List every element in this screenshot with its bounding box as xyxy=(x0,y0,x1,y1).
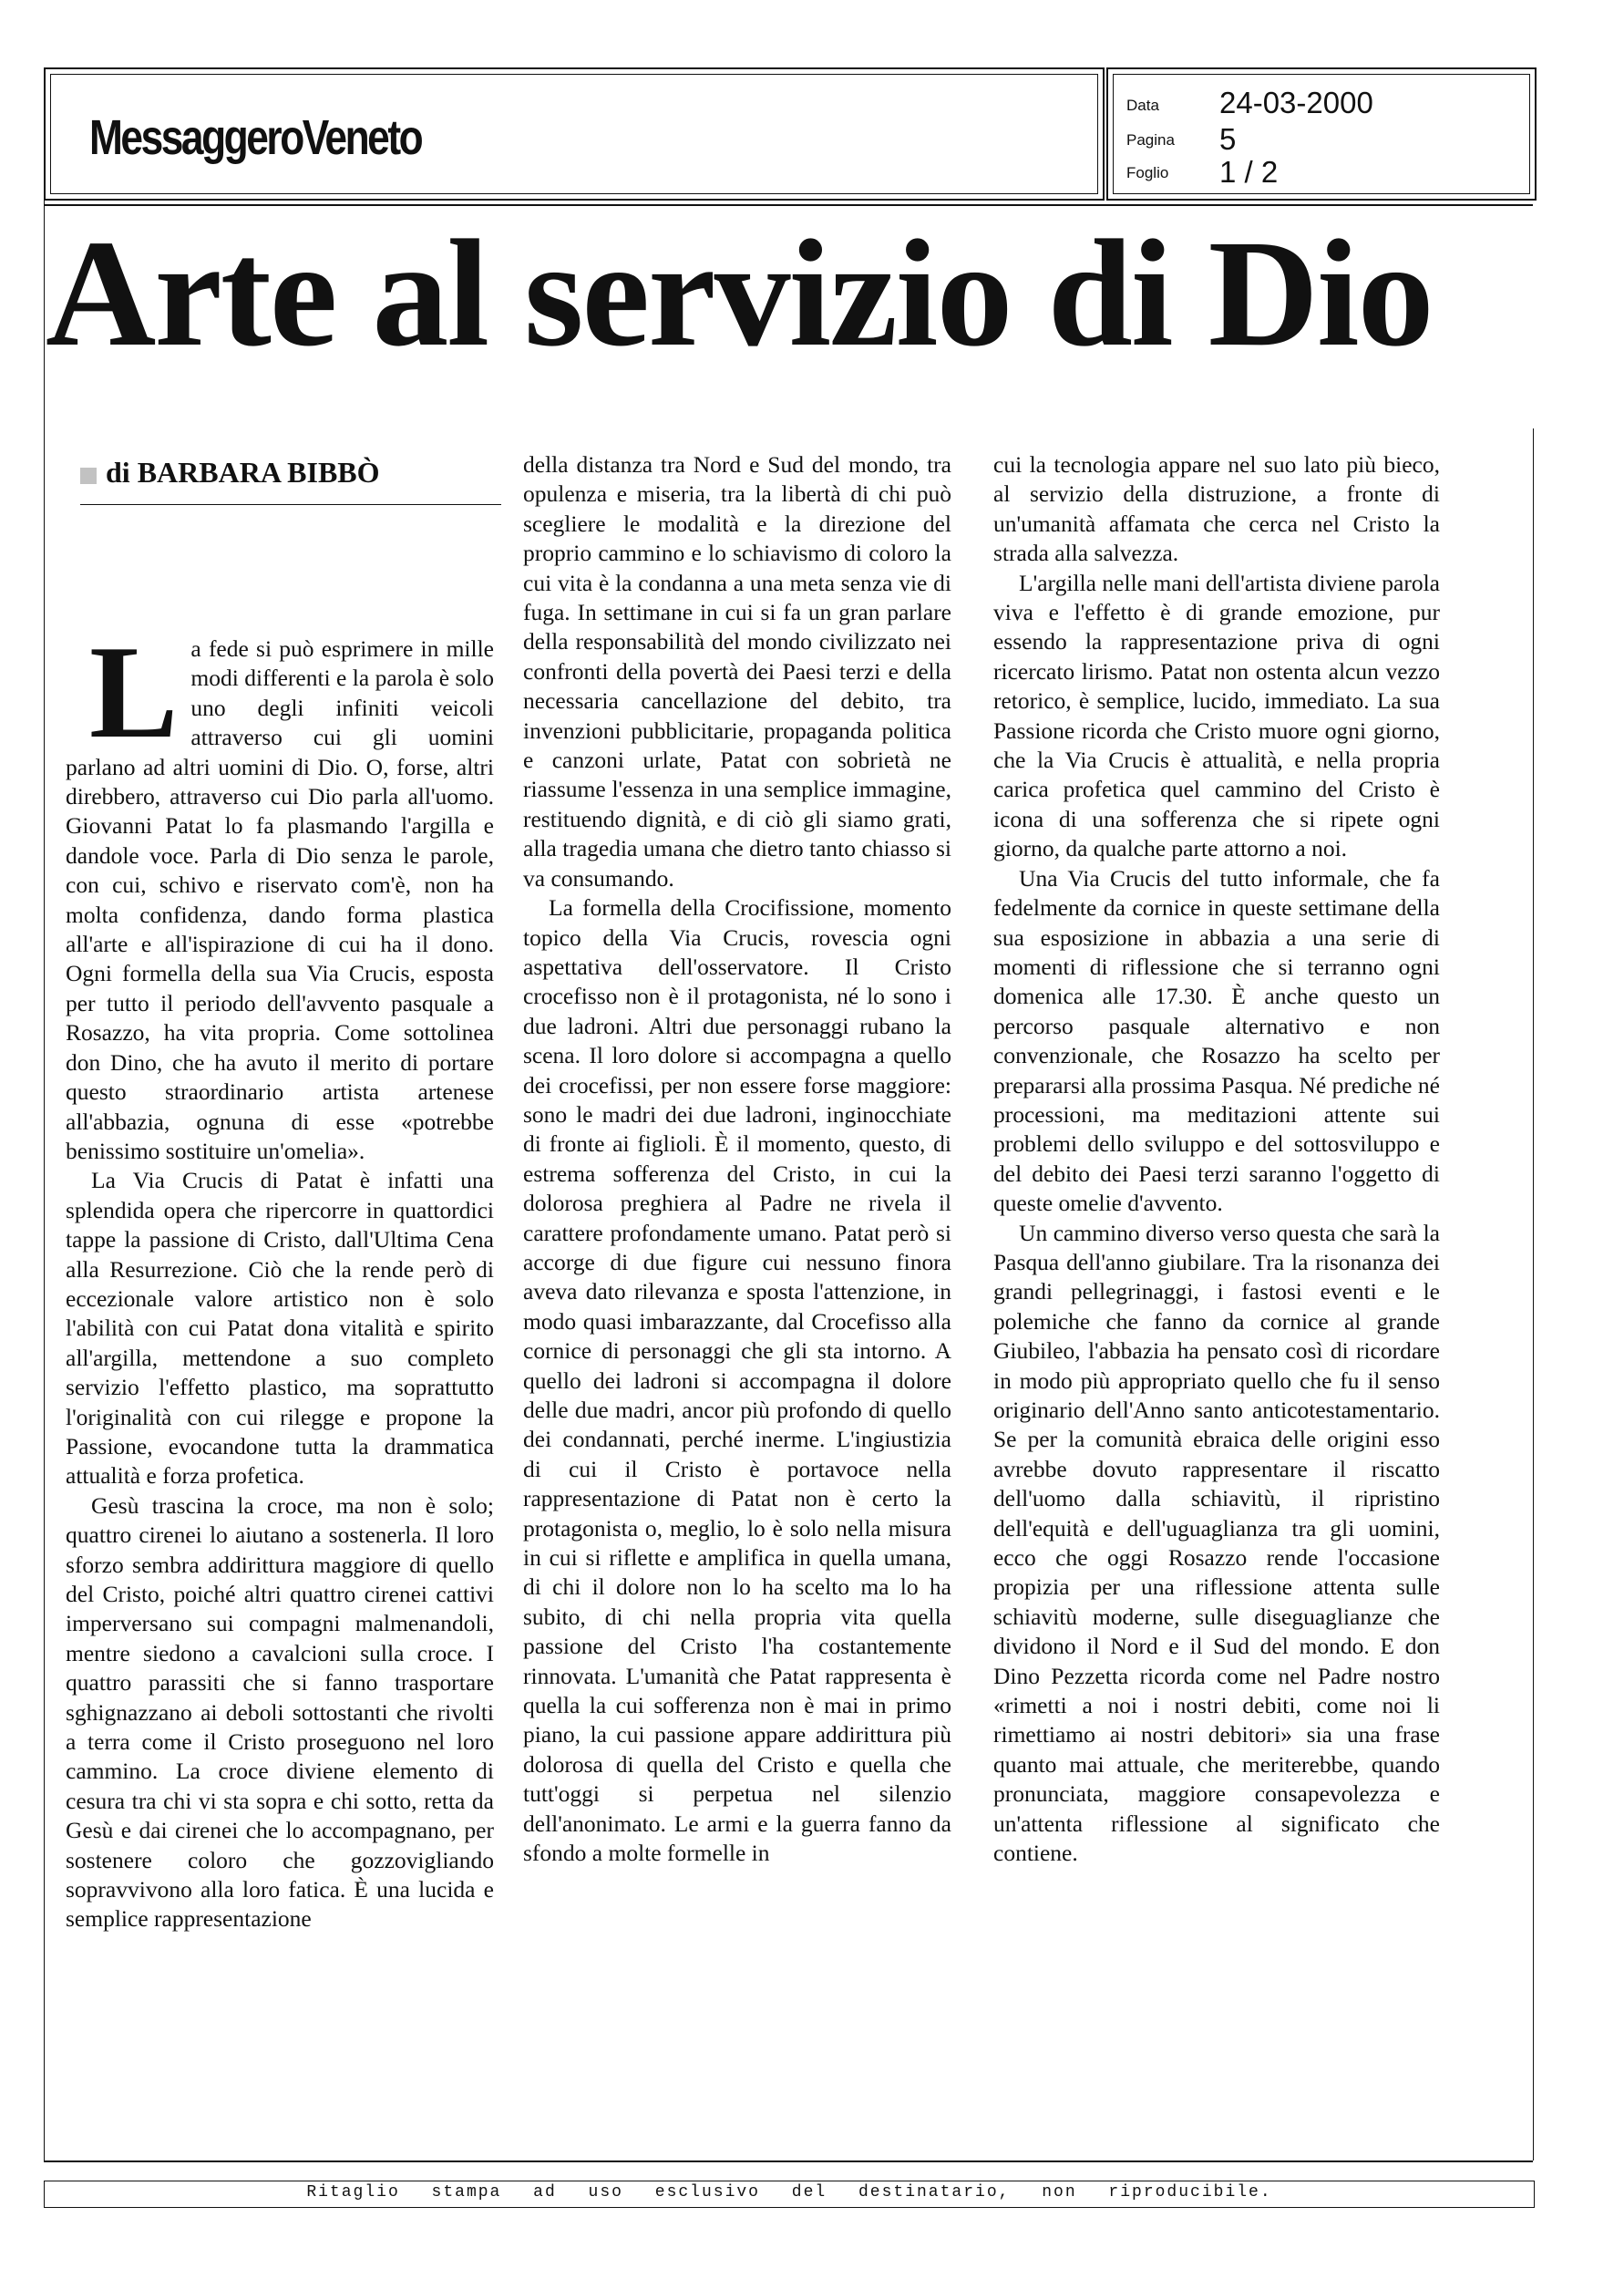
meta-box xyxy=(1106,67,1537,201)
paragraph: La formella della Crocifissione, momento topico della Via Crucis, rovescia ogni aspettativa dell'osservatore. Il Cristo crocefisso non è il protagonista, né lo sono i due ladroni. Altri due personaggi rubano la scena. Il loro dolore si accompagna a quello dei crocefissi, per non essere forse maggiore: sono le madri dei due ladroni, inginocchiate di fronte ai figlioli. È il momento, questo, di estrema sofferenza del Cristo, in cui la dolorosa preghiera al Padre ne rivela il carattere profondamente umano. Patat però si accorge di due figure cui nessuno finora aveva dato rilevanza e sposta l'attenzione, in modo quasi imbarazzante, dal Crocefisso alla cornice di personaggi che gli sta intorno. A quello dei ladroni si accompagna il dolore delle due madri, ancor più profondo di quello dei condannati, perché inerme. L'ingiustizia di cui il Cristo è portavoce nella rappresentazione di Patat non è certo la protagonista o, meglio, lo è solo nella misura in cui si riflette e amplifica in quella umana, di chi il dolore non lo ha scelto ma lo ha subito, di chi nella propria vita quella passione del Cristo l'ha costantemente rinnovata. L'umanità che Patat rappresenta è quella la cui sofferenza non è mai in primo piano, la cui passione appare addirittura più dolorosa di quella del Cristo e quella che tutt'oggi si perpetua nel silenzio dell'anonimato. Le armi e la guerra fanno da sfondo a molte formelle in xyxy=(523,894,951,1867)
paragraph: Una Via Crucis del tutto informale, che fa fedelmente da cornice in queste settimane della sua esposizione in abbazia a una serie di momenti di riflessione che si terranno ogni domenica alle 17.30. È anche questo un percorso pasquale alternativo e non convenzionale, che Rosazzo ha scelto per prepararsi alla prossima Pasqua. Né prediche né processioni, ma meditazioni attente sui problemi dello sviluppo e del sottosviluppo e del debito dei Paesi terzi saranno l'oggetto di queste omelie d'avvento. xyxy=(993,864,1440,1217)
paragraph: La Via Crucis di Patat è infatti una splendida opera che ripercorre in quattordici tappe la passione di Cristo, dall'Ultima Cena alla Resurrezione. Ciò che la rende però di eccezionale valore artistico non è solo l'abilità con cui Patat dona vitalità e spirito all'argilla, mettendone a suo completo servizio l'effetto plastico, ma soprattutto l'originalità con cui rilegge e propone la Passione, evocandone tutta la drammatica attualità e forza profetica. xyxy=(66,1167,494,1490)
sheet-label: Foglio xyxy=(1126,164,1169,181)
article-column-2 xyxy=(523,450,951,2109)
paragraph: Gesù trascina la croce, ma non è solo; quattro cirenei lo aiutano a sostenerla. Il loro sforzo sembra addirittura maggiore di quello del Cristo, poiché altri quattro cirenei cattivi imperversano sui compagni malmenandoli, mentre siedono a cavalcioni sulla croce. I quattro parassiti che si fanno trasportare sghignazzano ai deboli sottostanti che rivolti a terra come il Cristo proseguono nel loro cammino. La croce diviene elemento di cesura tra chi vi sta sopra e chi sotto, retta da Gesù e dai cirenei che lo accompagnano, per sostenere coloro che gozzovigliando sopravvivono alla loro fatica. È una lucida e semplice rappresentazione xyxy=(66,1491,494,1933)
article-column-1 xyxy=(66,634,494,2109)
article-headline: Arte al servizio di Dio xyxy=(46,209,1433,378)
date-value: 24-03-2000 xyxy=(1219,86,1373,119)
drop-cap: L xyxy=(89,634,179,766)
masthead-box xyxy=(44,67,1105,201)
paragraph: L'argilla nelle mani dell'artista diviene parola viva e l'effetto è di grande emozione, pur essendo la rappresentazione priva di ogni ricercato lirismo. Patat non ostenta alcun vezzo retorico, è semplice, lucido, immediato. La sua Passione ricorda che Cristo muore ogni giorno, che la Via Crucis è attualità, e nella propria carica profetica quel cammino del Cristo è icona di una sofferenza che si ripete ogni giorno, da qualche parte attorno a noi. xyxy=(993,569,1440,862)
page-value: 5 xyxy=(1219,122,1237,156)
left-page-rule xyxy=(44,201,45,2160)
article-column-3 xyxy=(993,450,1440,2109)
newspaper-masthead: MessaggeroVeneto xyxy=(89,110,422,165)
paragraph: cui la tecnologia appare nel suo lato più bieco, al servizio della distruzione, a fronte di un'umanità affamata che cerca nel Cristo la strada alla salvezza. xyxy=(993,451,1440,567)
right-page-rule xyxy=(1533,428,1534,2160)
footer-notice: Ritaglio stampa ad uso esclusivo del destinatario, non riproducibile. xyxy=(306,2183,1272,2202)
paragraph: della distanza tra Nord e Sud del mondo, tra opulenza e miseria, tra la libertà di chi può scegliere le modalità e la direzione del proprio cammino e lo schiavismo di coloro la cui vita è la condanna a una meta senza vie di fuga. In settimane in cui si fa un gran parlare della responsabilità del mondo civilizzato nei confronti della povertà dei Paesi terzi e della necessaria cancellazione del debito, tra invenzioni pubblicitarie, propaganda politica e canzoni urlate, Patat con sobrietà ne riassume l'essenza in una semplice immagine, restituendo dignità, e di ciò gli siamo grati, alla tragedia umana che dietro tanto chiasso si va consumando. xyxy=(523,451,951,892)
footer-rule xyxy=(44,2160,1533,2162)
headline-top-rule xyxy=(44,204,1533,206)
byline-rule xyxy=(80,504,501,505)
date-label: Data xyxy=(1126,97,1159,114)
paragraph xyxy=(66,634,494,1166)
byline xyxy=(80,456,499,490)
page-label: Pagina xyxy=(1126,131,1175,149)
byline-text: di BARBARA BIBBÒ xyxy=(106,456,380,489)
paragraph-text: a fede si può esprimere in mille modi differenti e la parola è solo uno degli infiniti veicoli attraverso cui gli uomini parlano ad altri uomini di Dio. O, forse, altri direbbero, attraverso cui Dio parla all'uomo. Giovanni Patat lo fa plasmando l'argilla e dandole voce. Parla di Dio senza le parole, con cui, schivo e riservato com'è, non ha molta confidenza, dando forma plastica all'arte e all'ispirazione di cui ha il dono. Ogni formella della sua Via Crucis, esposta per tutto il periodo dell'avvento pasquale a Rosazzo, ha vita propria. Come sottolinea don Dino, che ha avuto il merito di portare questo straordinario artista artenese all'abbazia, ognuna di esse «potrebbe benissimo sostituire un'omelia». xyxy=(66,635,494,1164)
byline-mark-icon xyxy=(80,468,97,484)
paragraph: Un cammino diverso verso questa che sarà la Pasqua dell'anno giubilare. Tra la risonanza dei grandi pellegrinaggi, i fastosi eventi e le polemiche che fanno da cornice al grande Giubileo, l'abbazia ha pensato così di ricordare in modo più appropriato quello che fu il senso originario dell'Anno santo anticotestamentario. Se per la comunità ebraica delle origini esso avrebbe dovuto rappresentare il riscatto dell'uomo dalla schiavitù, il ripristino dell'equità e dell'uguaglianza tra gli uomini, ecco che oggi Rosazzo rende l'occasione propizia per una riflessione attenta sulle schiavitù moderne, sulle diseguaglianze che dividono il Nord e il Sud del mondo. E don Dino Pezzetta ricorda come nel Padre nostro «rimetti a noi i nostri debiti, come noi li rimettiamo ai nostri debitori» sia una frase quanto mai attuale, che meriterebbe, quando pronunciata, maggiore consapevolezza e un'attenta riflessione al significato che contiene. xyxy=(993,1219,1440,1867)
sheet-value: 1 / 2 xyxy=(1219,155,1279,189)
footer-box xyxy=(44,2181,1535,2208)
